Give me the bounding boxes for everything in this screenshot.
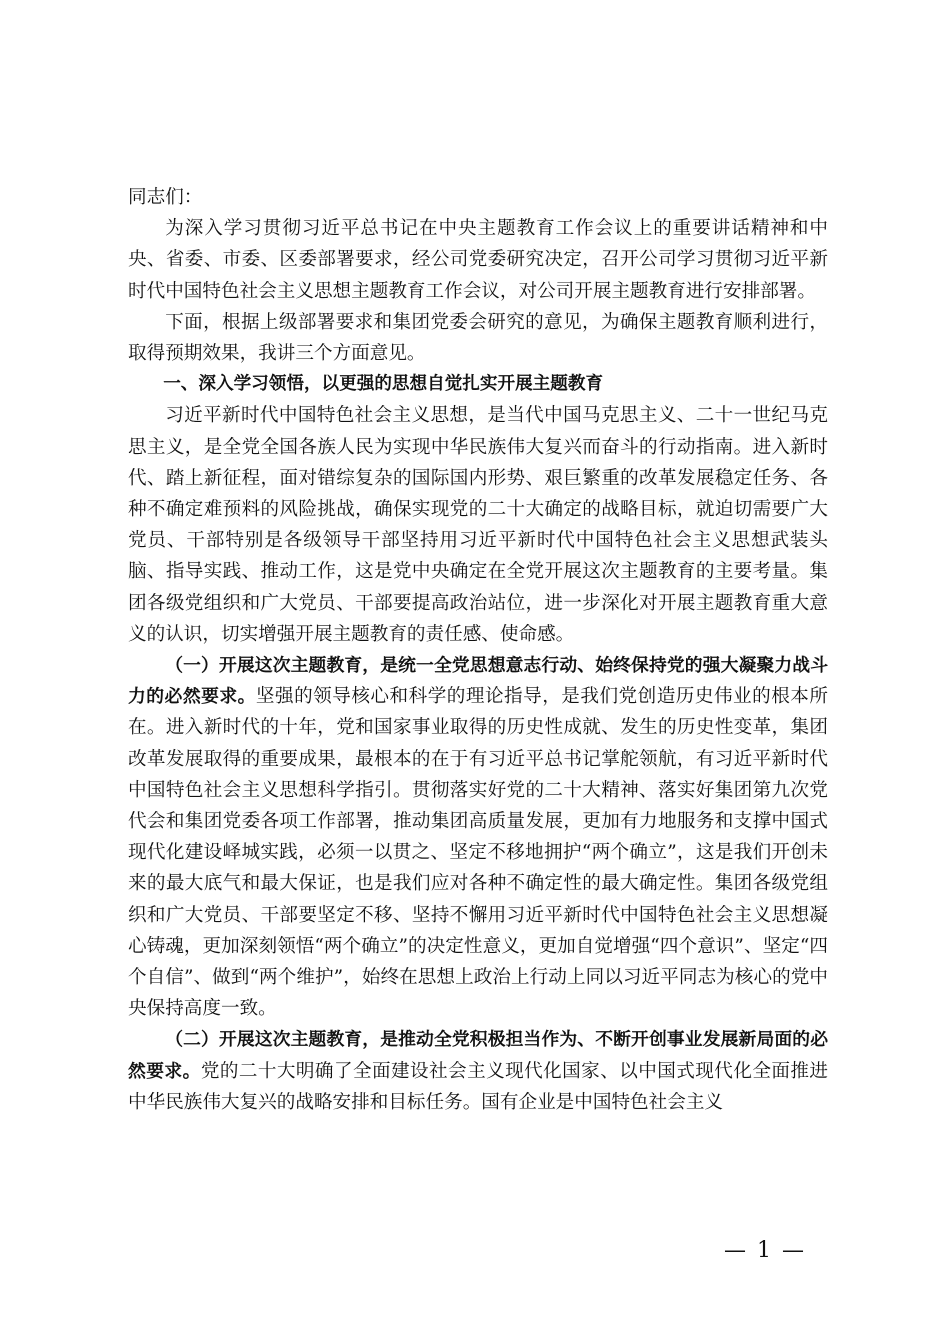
opening-paragraph: 为深入学习贯彻习近平总书记在中央主题教育工作会议上的重要讲话精神和中央、省委、市委、区委部署要求，经公司党委研究决定，召开公司学习贯彻习近平新时代中国特色社会主义思想主题教育工作会议，对公司开展主题教育进行安排部署。 xyxy=(128,218,828,302)
document-body xyxy=(128,182,828,1118)
point-1-lead: （一）开展这次主题教育，是统一全党思想意志行动、始终保持党的强大凝聚力战斗力的必然要求。 xyxy=(128,655,828,708)
point-1-paragraph xyxy=(128,650,828,1024)
point-2-paragraph xyxy=(128,1024,828,1118)
overview-paragraph: 下面，根据上级部署要求和集团党委会研究的意见，为确保主题教育顺利进行，取得预期效果，我讲三个方面意见。 xyxy=(128,311,828,365)
point-2-lead: （二）开展这次主题教育，是推动全党积极担当作为、不断开创事业发展新局面的必然要求。 xyxy=(128,1029,828,1082)
section-1-intro: 习近平新时代中国特色社会主义思想，是当代中国马克思主义、二十一世纪马克思主义，是全党全国各族人民为实现中华民族伟大复兴而奋斗的行动指南。进入新时代、踏上新征程，面对错综复杂的国际国内形势、艰巨繁重的改革发展稳定任务、各种不确定难预料的风险挑战，确保实现党的二十大确定的战略目标，就迫切需要广大党员、干部特别是各级领导干部坚持用习近平新时代中国特色社会主义思想武装头脑、指导实践、推动工作，这是党中央确定在全党开展这次主题教育的主要考量。集团各级党组织和广大党员、干部要提高政治站位，进一步深化对开展主题教育重大意义的认识，切实增强开展主题教育的责任感、使命感。 xyxy=(128,405,828,645)
point-2-body: 党的二十大明确了全面建设社会主义现代化国家、以中国式现代化全面推进中华民族伟大复兴的战略安排和目标任务。国有企业是中国特色社会主义 xyxy=(128,1060,828,1113)
section-heading-1: 一、深入学习领悟，以更强的思想自觉扎实开展主题教育 xyxy=(163,374,604,395)
point-1-body: 坚强的领导核心和科学的理论指导，是我们党创造历史伟业的根本所在。进入新时代的十年，党和国家事业取得的历史性成就、发生的历史性变革，集团改革发展取得的重要成果，最根本的在于有习近平总书记掌舵领航，有习近平新时代中国特色社会主义思想科学指引。贯彻落实好党的二十大精神、落实好集团第九次党代会和集团党委各项工作部署，推动集团高质量发展，更加有力地服务和支撑中国式现代化建设峄城实践，必须一以贯之、坚定不移地拥护“两个确立”，这是我们开创未来的最大底气和最大保证，也是我们应对各种不确定性的最大确定性。集团各级党组织和广大党员、干部要坚定不移、坚持不懈用习近平新时代中国特色社会主义思想凝心铸魂，更加深刻领悟“两个确立”的决定性意义，更加自觉增强“四个意识”、坚定“四个自信”、做到“两个维护”，始终在思想上政治上行动上同以习近平同志为核心的党中央保持高度一致。 xyxy=(128,686,828,1020)
page-number: — 1 — xyxy=(724,1238,806,1263)
salutation: 同志们： xyxy=(128,187,203,208)
